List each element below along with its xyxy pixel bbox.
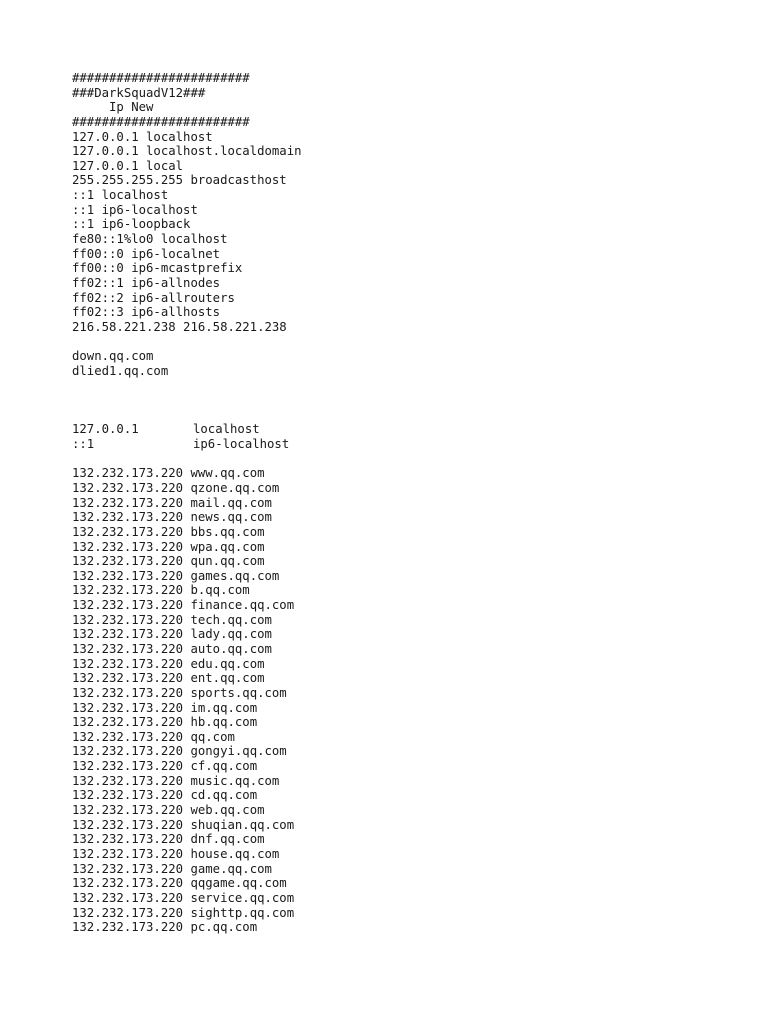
- host-entry: ff02::3 ip6-allhosts: [72, 305, 221, 320]
- entry-ip: 132.232.173.220: [72, 598, 184, 613]
- qq-redirect-entry: [72, 744, 752, 759]
- qq-redirect-entry: [72, 788, 752, 803]
- qq-redirect-entry: [72, 671, 752, 686]
- entry-ip: 132.232.173.220: [72, 700, 184, 715]
- entry-host: qun.qq.com: [190, 554, 265, 569]
- host-entry: 255.255.255.255 broadcasthost: [72, 173, 287, 188]
- entry-host: web.qq.com: [190, 803, 265, 818]
- entry-ip: 132.232.173.220: [72, 627, 184, 642]
- qq-redirect-entry: [72, 862, 752, 877]
- domain-entry: dlied1.qq.com: [72, 363, 169, 378]
- qq-redirect-entry: [72, 847, 752, 862]
- entry-ip: 132.232.173.220: [72, 788, 184, 803]
- domain-list-block: [72, 349, 752, 378]
- entry-host: qqgame.qq.com: [190, 876, 287, 891]
- entry-ip: 132.232.173.220: [72, 905, 184, 920]
- entry-host: cf.qq.com: [190, 759, 258, 774]
- host-entry: ff02::1 ip6-allnodes: [72, 275, 221, 290]
- entry-ip: 132.232.173.220: [72, 685, 184, 700]
- entry-host: www.qq.com: [190, 466, 265, 481]
- qq-redirect-entry: [72, 525, 752, 540]
- qq-redirect-entry: [72, 598, 752, 613]
- qq-redirect-entry: [72, 876, 752, 891]
- entry-ip: 132.232.173.220: [72, 773, 184, 788]
- entry-ip: 132.232.173.220: [72, 642, 184, 656]
- entry-host: qq.com: [190, 729, 235, 744]
- host-entry: 216.58.221.238 216.58.221.238: [72, 319, 287, 334]
- host-entry: 127.0.0.1 local: [72, 158, 184, 173]
- entry-host: cd.qq.com: [190, 788, 258, 803]
- entry-host: gongyi.qq.com: [190, 744, 287, 759]
- qq-redirect-block: [72, 466, 752, 935]
- qq-redirect-entry: [72, 818, 752, 833]
- entry-ip: 132.232.173.220: [72, 524, 184, 539]
- entry-host: b.qq.com: [190, 583, 250, 598]
- qq-redirect-entry: [72, 627, 752, 642]
- qq-redirect-entry: [72, 613, 752, 628]
- entry-host: localhost: [193, 422, 260, 437]
- entry-host: qzone.qq.com: [190, 480, 280, 495]
- host-entry: ff02::2 ip6-allrouters: [72, 290, 235, 305]
- entry-ip: 132.232.173.220: [72, 817, 184, 832]
- entry-ip: 132.232.173.220: [72, 510, 184, 525]
- entry-ip: 132.232.173.220: [72, 583, 184, 598]
- qq-redirect-entry: [72, 891, 752, 906]
- entry-ip: 132.232.173.220: [72, 612, 184, 627]
- entry-host: news.qq.com: [190, 510, 272, 525]
- entry-host: service.qq.com: [190, 890, 295, 905]
- entry-ip: 132.232.173.220: [72, 480, 184, 495]
- qq-redirect-entry: [72, 657, 752, 672]
- blank-lines: [72, 378, 752, 422]
- entry-host: finance.qq.com: [190, 598, 295, 613]
- entry-ip: 132.232.173.220: [72, 803, 184, 818]
- host-entry: fe80::1%lo0 localhost: [72, 232, 228, 247]
- entry-ip: 132.232.173.220: [72, 920, 184, 935]
- entry-host: hb.qq.com: [190, 715, 258, 730]
- banner-subtitle: Ip New: [72, 100, 154, 115]
- entry-ip: 132.232.173.220: [72, 715, 184, 730]
- entry-host: bbs.qq.com: [190, 524, 265, 539]
- qq-redirect-entry: [72, 759, 752, 774]
- entry-host: games.qq.com: [190, 568, 280, 583]
- qq-redirect-entry: [72, 730, 752, 745]
- entry-ip: 132.232.173.220: [72, 744, 184, 759]
- qq-redirect-entry: [72, 774, 752, 789]
- entry-ip: 132.232.173.220: [72, 759, 184, 774]
- entry-ip: 132.232.173.220: [72, 568, 184, 583]
- qq-redirect-entry: [72, 832, 752, 847]
- banner-title: ###DarkSquadV12###: [72, 85, 206, 100]
- host-entry: ::1 localhost: [72, 188, 169, 203]
- qq-redirect-entry: [72, 496, 752, 511]
- blank-line: [72, 335, 752, 350]
- qq-redirect-entry: [72, 642, 752, 657]
- host-entry: ::1 ip6-localhost: [72, 202, 198, 217]
- entry-host: ip6-localhost: [193, 437, 290, 452]
- entry-host: game.qq.com: [190, 861, 272, 876]
- entry-host: pc.qq.com: [190, 920, 258, 935]
- host-entry: ff00::0 ip6-mcastprefix: [72, 261, 243, 276]
- entry-ip: 132.232.173.220: [72, 466, 184, 481]
- host-entry: 127.0.0.1 localhost: [72, 129, 213, 144]
- entry-host: tech.qq.com: [190, 612, 272, 627]
- banner-line: ########################: [72, 114, 250, 129]
- entry-host: mail.qq.com: [190, 495, 272, 510]
- entry-host: sports.qq.com: [190, 685, 287, 700]
- entry-host: edu.qq.com: [190, 656, 265, 671]
- entry-ip: 132.232.173.220: [72, 554, 184, 569]
- domain-entry: down.qq.com: [72, 349, 154, 364]
- qq-redirect-entry: [72, 540, 752, 555]
- entry-host: shuqian.qq.com: [190, 817, 295, 832]
- entry-ip: 132.232.173.220: [72, 846, 184, 861]
- host-entry: ff00::0 ip6-localnet: [72, 246, 221, 261]
- aligned-entry: [72, 437, 752, 452]
- blank-line: [72, 452, 752, 467]
- qq-redirect-entry: [72, 554, 752, 569]
- entry-ip: 132.232.173.220: [72, 876, 184, 891]
- entry-ip: 132.232.173.220: [72, 729, 184, 744]
- hosts-document: [72, 71, 752, 935]
- entry-ip: 132.232.173.220: [72, 539, 184, 554]
- host-entry: ::1 ip6-loopback: [72, 217, 191, 232]
- entry-host: auto.qq.com: [190, 642, 272, 656]
- entry-ip: 132.232.173.220: [72, 861, 184, 876]
- qq-redirect-entry: [72, 510, 752, 525]
- entry-ip: ::1: [72, 437, 95, 452]
- entry-ip: 132.232.173.220: [72, 671, 184, 686]
- aligned-entry: [72, 422, 752, 437]
- qq-redirect-entry: [72, 569, 752, 584]
- qq-redirect-entry: [72, 686, 752, 701]
- entry-ip: 132.232.173.220: [72, 890, 184, 905]
- entry-ip: 132.232.173.220: [72, 495, 184, 510]
- aligned-localhost-block: [72, 422, 752, 451]
- qq-redirect-entry: [72, 466, 752, 481]
- qq-redirect-entry: [72, 481, 752, 496]
- banner-line: ########################: [72, 71, 250, 85]
- entry-ip: 132.232.173.220: [72, 656, 184, 671]
- entry-host: sighttp.qq.com: [190, 905, 295, 920]
- qq-redirect-entry: [72, 583, 752, 598]
- host-entries-block: [72, 130, 752, 335]
- qq-redirect-entry: [72, 715, 752, 730]
- entry-host: ent.qq.com: [190, 671, 265, 686]
- entry-host: wpa.qq.com: [190, 539, 265, 554]
- qq-redirect-entry: [72, 803, 752, 818]
- entry-ip: 127.0.0.1: [72, 422, 139, 437]
- qq-redirect-entry: [72, 906, 752, 921]
- qq-redirect-entry: [72, 701, 752, 716]
- entry-host: music.qq.com: [190, 773, 280, 788]
- host-entry: 127.0.0.1 localhost.localdomain: [72, 144, 302, 159]
- qq-redirect-entry: [72, 920, 752, 935]
- entry-host: dnf.qq.com: [190, 832, 265, 847]
- header-banner: [72, 71, 752, 130]
- entry-ip: 132.232.173.220: [72, 832, 184, 847]
- entry-host: lady.qq.com: [190, 627, 272, 642]
- entry-host: im.qq.com: [190, 700, 258, 715]
- entry-host: house.qq.com: [190, 846, 280, 861]
